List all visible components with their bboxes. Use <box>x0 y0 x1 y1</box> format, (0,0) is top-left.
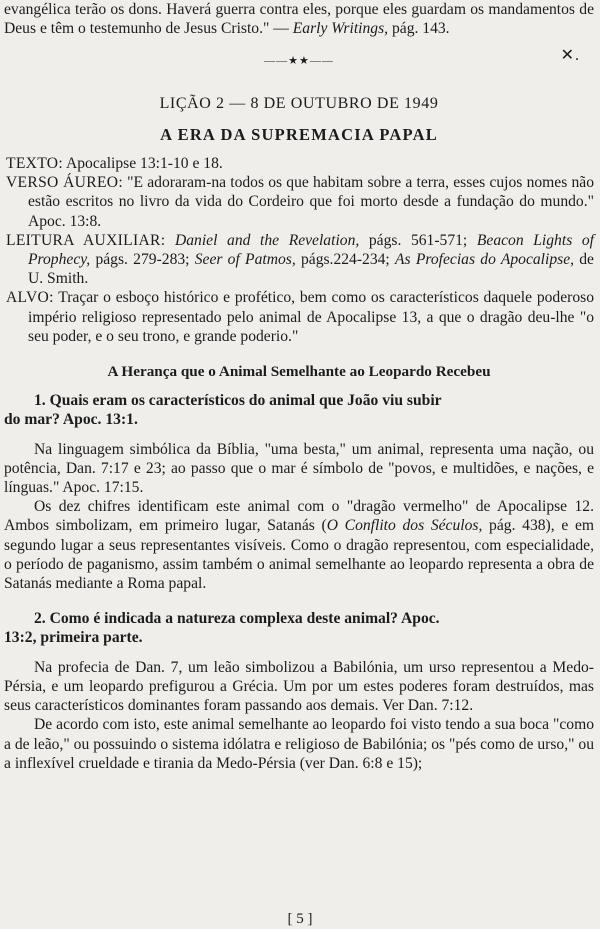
texto-line: TEXTO: Apocalipse 13:1-10 e 18. <box>6 155 223 173</box>
answer-2-paragraph-1: Na profecia de Dan. 7, um leão simbolizou a Babilónia, um urso representou a Medo-Pérsia, e um leopardo prefigurou a Grécia. Um por um estes poderes foram destruídos, mas seus característicos dominantes foram passando aos demais. Ver Dan. 7:12. <box>4 658 594 715</box>
section-heading: A Herança que o Animal Semelhante ao Leopardo Recebeu <box>107 363 491 381</box>
lesson-number: LIÇÃO 2 — 8 DE OUTUBRO DE 1949 <box>159 94 439 112</box>
intro-source: Early Writings, <box>292 20 389 38</box>
section-separator: ——★★—— ✕. <box>264 47 580 68</box>
question-2-cont: 13:2, primeira parte. <box>4 629 143 647</box>
lesson-title: A ERA DA SUPREMACIA PAPAL <box>160 124 438 144</box>
answer-2-paragraph-2: De acordo com isto, este animal semelhante ao leopardo foi visto tendo a sua boca "como a de leão," ou possuindo o sistema idólatra e religioso de Babilónia; os "pés como de urso," ou a inflexível crueldade e tirania da Medo-Pérsia (ver Dan. 6:8 e 15); <box>4 716 594 772</box>
leitura-auxiliar: LEITURA AUXILIAR: Daniel and the Revelation, págs. 561-571; Beacon Lights of Prophecy, págs. 279-283; Seer of Patmos, págs.224-234; As Profecias do Apocalipse, de U. Smith. <box>6 231 594 288</box>
answer-1-paragraph-1: Na linguagem simbólica da Bíblia, "uma besta," um animal, representa uma nação, ou potência, Dan. 7:17 e 23; ao passo que o mar é símbolo de "povos, e multidões, e nações, e línguas." Apoc. 17:15. <box>4 440 594 497</box>
verso-aureo: VERSO ÁUREO: "E adoraram-na todos os que habitam sobre a terra, esses cujos nomes não estão escritos no livro da vida do Cordeiro que foi morto desde a fundação do mundo." Apoc. 13:8. <box>6 174 594 230</box>
intro-quote: evangélica terão os dons. Haverá guerra contra eles, porque eles guardam os mandamentos de Deus e têm o testemunho de Jesus Cristo." — Early Writings, pág. 143. <box>4 1 594 38</box>
question-1: 1. Quais eram os característicos do animal que João viu subir <box>34 392 442 410</box>
pen-mark: ✕. <box>560 47 580 65</box>
question-1-cont: do mar? Apoc. 13:1. <box>4 411 138 429</box>
answer-1-paragraph-2: Os dez chifres identificam este animal com o "dragão vermelho" de Apocalipse 12. Ambos simbolizam, em primeiro lugar, Satanás (O Conflito dos Séculos, pág. 438), e em segundo lugar a seus representantes visíveis. Como o dragão representou, com especialidade, o período de paganismo, assim também o animal semelhante ao leopardo representa a obra de Satanás mediante a Roma papal. <box>4 498 594 593</box>
alvo: ALVO: Traçar o esboço histórico e profético, bem como os característicos daquele poderoso império religioso representado pelo animal de Apocalipse 13, a que o dragão deu-lhe "o seu poder, e o seu trono, e grande poderio." <box>6 289 594 345</box>
page-number: [ 5 ] <box>287 910 313 927</box>
question-2: 2. Como é indicada a natureza complexa deste animal? Apoc. <box>34 610 440 628</box>
